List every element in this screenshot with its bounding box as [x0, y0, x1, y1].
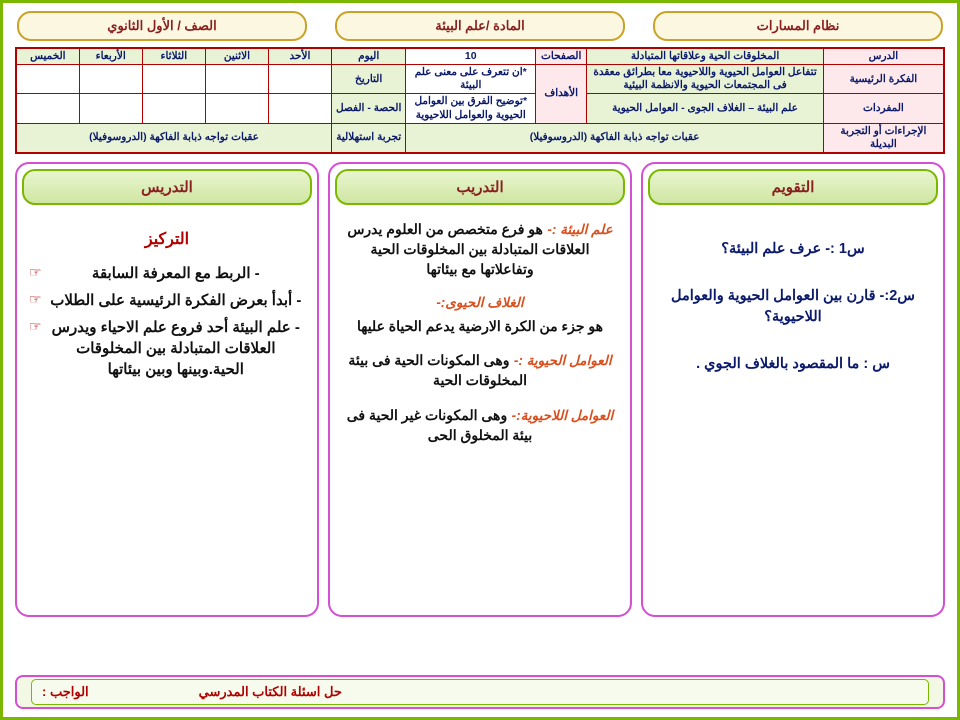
term-definition: هو فرع متخصص من العلوم يدرس العلاقات المتبادلة بين المخلوقات الحية وتفاعلاتها مع بيئاتها [347, 220, 590, 278]
teaching-bullet-text: - علم البيئة أحد فروع علم الاحياء ويدرس العلاقات المتبادلة بين المخلوقات الحية.وبينها وبين بيئاتها [51, 318, 300, 378]
cell-label-main-idea: الفكرة الرئيسية [823, 65, 944, 94]
list-item [29, 317, 305, 380]
cell-period-thursday [16, 94, 79, 123]
term-heading: العوامل اللاحيوية:- [511, 407, 614, 423]
cell-value-vocabulary: علم البيئة – الغلاف الجوى - العوامل الحيوية [587, 94, 824, 123]
cell-label-day: اليوم [332, 48, 406, 65]
evaluation-question: س1 :- عرف علم البيئة؟ [721, 240, 865, 257]
cell-label-period-class: الحصة - الفصل [332, 94, 406, 123]
cell-date-wednesday [79, 65, 142, 94]
list-item [342, 350, 618, 391]
cell-date-tuesday [142, 65, 205, 94]
term-heading: العوامل الحيوية :- [513, 353, 612, 369]
cell-label-procedures: الإجراءات أو التجربة البديلة [823, 123, 944, 153]
term-heading: الغلاف الحيوى:- [436, 294, 524, 310]
panel-teaching-title: التدريس [22, 169, 312, 205]
homework-footer [15, 675, 945, 709]
cell-date-monday [205, 65, 268, 94]
panel-teaching [15, 162, 319, 617]
focus-heading: التركيز [144, 230, 190, 248]
list-item [342, 294, 618, 336]
panel-training-title: التدريب [335, 169, 625, 205]
cell-value-intro-experiment: عقبات تواجه ذبابة الفاكهة (الدروسوفيلا) [16, 123, 332, 153]
panel-training [328, 162, 632, 617]
teaching-bullet-text: - أبدأ بعرض الفكرة الرئيسية على الطلاب [50, 291, 302, 309]
cell-label-date: التاريخ [332, 65, 406, 94]
cell-value-main-idea: تتفاعل العوامل الحيوية واللاحيوية معا بطرائق معقدة فى المجتمعات الحيوية والانظمة البيئية [587, 65, 824, 94]
cell-value-procedures: عقبات تواجه ذبابة الفاكهة (الدروسوفيلا) [406, 123, 824, 153]
header-tabs [3, 3, 957, 45]
term-definition: هو جزء من الكرة الارضية يدعم الحياة عليها [356, 317, 604, 334]
cell-day-wednesday: الأربعاء [79, 48, 142, 65]
panel-evaluation [641, 162, 945, 617]
table-row [16, 94, 944, 123]
pointer-icon: ☞ [29, 290, 42, 307]
cell-label-intro-experiment: تجربة استهلالية [332, 123, 406, 153]
homework-footer-inner [31, 679, 929, 705]
header-tab-subject: المادة /علم البيئة [335, 11, 625, 41]
cell-day-monday: الاثنين [205, 48, 268, 65]
panels-row [3, 154, 957, 617]
table-row [16, 123, 944, 153]
homework-label: الواجب : [42, 684, 89, 699]
cell-period-wednesday [79, 94, 142, 123]
cell-day-thursday: الخميس [16, 48, 79, 65]
evaluation-question: س2:- قارن بين العوامل الحيوية والعوامل اللاحيوية؟ [671, 287, 915, 325]
list-item [29, 290, 305, 311]
cell-day-sunday: الأحد [268, 48, 331, 65]
term-definition: وهى المكونات غير الحية فى بيئة المخلوق الحى [346, 406, 533, 443]
cell-period-monday [205, 94, 268, 123]
lesson-info-table [15, 47, 945, 154]
header-tab-system: نظام المسارات [653, 11, 943, 41]
cell-label-pages: الصفحات [536, 48, 587, 65]
evaluation-question: س : ما المقصود بالغلاف الجوي . [696, 355, 890, 372]
pointer-icon: ☞ [29, 263, 42, 280]
panel-evaluation-body [643, 205, 943, 615]
term-definition: وهى المكونات الحية فى بيئة المخلوقات الحية [348, 352, 528, 389]
header-tab-grade: الصف / الأول الثانوي [17, 11, 307, 41]
cell-day-tuesday: الثلاثاء [142, 48, 205, 65]
table-row [16, 65, 944, 94]
list-item [29, 263, 305, 284]
cell-period-sunday [268, 94, 331, 123]
panel-training-body [330, 205, 630, 615]
term-heading: علم البيئة :- [547, 221, 613, 237]
info-table-wrap [3, 45, 957, 154]
cell-date-thursday [16, 65, 79, 94]
list-item [342, 405, 618, 446]
cell-objective-2: *توضيح الفرق بين العوامل الحيوية والعوامل اللاحيوية [406, 94, 536, 123]
cell-period-tuesday [142, 94, 205, 123]
cell-value-pages: 10 [406, 48, 536, 65]
cell-date-sunday [268, 65, 331, 94]
cell-label-lesson: الدرس [823, 48, 944, 65]
pointer-icon: ☞ [29, 317, 42, 334]
panel-teaching-body [17, 205, 317, 615]
cell-value-lesson: المخلوقات الحية وعلاقاتها المتبادلة [587, 48, 824, 65]
panel-evaluation-title: التقويم [648, 169, 938, 205]
table-row [16, 48, 944, 65]
cell-label-objectives: الأهداف [536, 65, 587, 124]
cell-objective-1: *ان تتعرف على معنى علم البيئة [406, 65, 536, 94]
list-item [342, 219, 618, 280]
teaching-bullet-text: - الربط مع المعرفة السابقة [91, 264, 260, 282]
cell-label-vocabulary: المفردات [823, 94, 944, 123]
homework-value: حل اسئلة الكتاب المدرسي [198, 684, 342, 699]
